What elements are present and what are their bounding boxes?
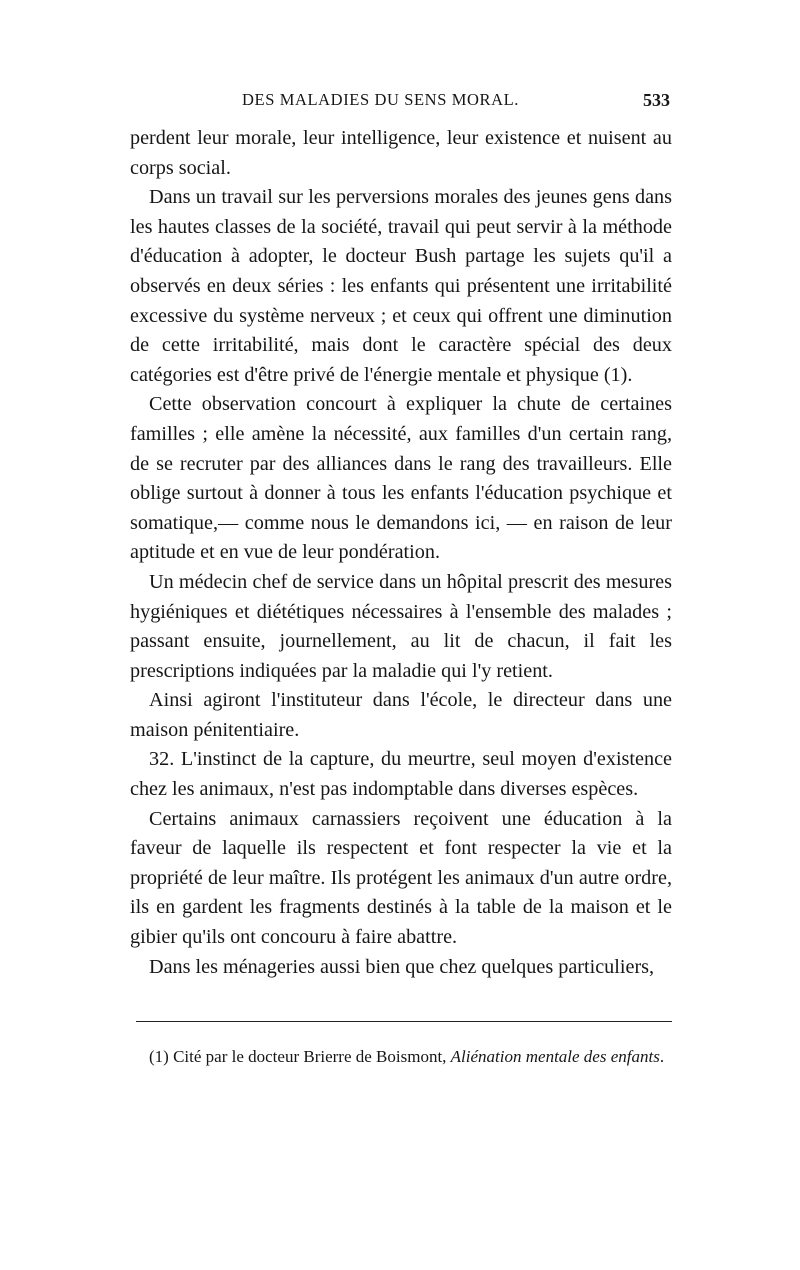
footnote-text: Cité par le docteur Brierre de Boismont,: [173, 1047, 451, 1066]
paragraph: Dans un travail sur les perversions morales des jeunes gens dans les hautes classes de la société, travail qui peut servir à la méthode d'éducation à adopter, le docteur Bush partage les sujets qu'il a observés en deux séries : les enfants qui présentent une irritabilité excessive du système nerveux ; et ceux qui offrent une diminution de cette irritabilité, mais dont le caractère spécial des deux catégories est d'être privé de l'énergie mentale et physique (1).: [130, 186, 672, 386]
footnote-cited-title: Aliénation mentale des enfants: [450, 1047, 660, 1066]
footnote-divider: [136, 1021, 672, 1022]
paragraph: Un médecin chef de service dans un hôpital prescrit des mesures hygiéniques et diététiques nécessaires à l'ensemble des malades ; passant ensuite, journellement, au lit de chacun, il fait les prescriptions indiquées par la maladie qui l'y retient.: [130, 570, 672, 682]
paragraph: Dans les ménageries aussi bien que chez quelques particuliers,: [149, 955, 655, 978]
page-number: 533: [643, 90, 670, 110]
paragraph: perdent leur morale, leur intelligence, leur existence et nuisent au corps social.: [130, 127, 672, 179]
running-head: DES MALADIES DU SENS MORAL.: [242, 90, 520, 109]
paragraph: Certains animaux carnassiers reçoivent une éducation à la faveur de laquelle ils respectent et font respecter la vie et la propriété de leur maître. Ils protégent les animaux d'un autre ordre, ils en gardent les fragments destinés à la table de la maison et le gibier qu'ils ont concouru à faire abattre.: [130, 807, 672, 949]
footnote: [130, 1044, 672, 1070]
footnote-marker: (1): [149, 1047, 174, 1066]
paragraph: Cette observation concourt à expliquer la chute de certaines familles ; elle amène la nécessité, aux familles d'un certain rang, de se recruter par des alliances dans le rang des travailleurs. Elle oblige surtout à donner à tous les enfants l'éducation psychique et somatique,— comme nous le demandons ici, — en raison de leur aptitude et en vue de leur pondération.: [130, 393, 672, 564]
page-header: [130, 90, 670, 118]
paragraph: Ainsi agiront l'instituteur dans l'école, le directeur dans une maison pénitentiaire.: [130, 689, 672, 741]
section-32-paragraph: 32. L'instinct de la capture, du meurtre, seul moyen d'existence chez les animaux, n'est pas indomptable dans diverses espèces.: [130, 748, 672, 801]
main-text: [130, 124, 672, 982]
footnote-end-punctuation: .: [659, 1047, 665, 1066]
